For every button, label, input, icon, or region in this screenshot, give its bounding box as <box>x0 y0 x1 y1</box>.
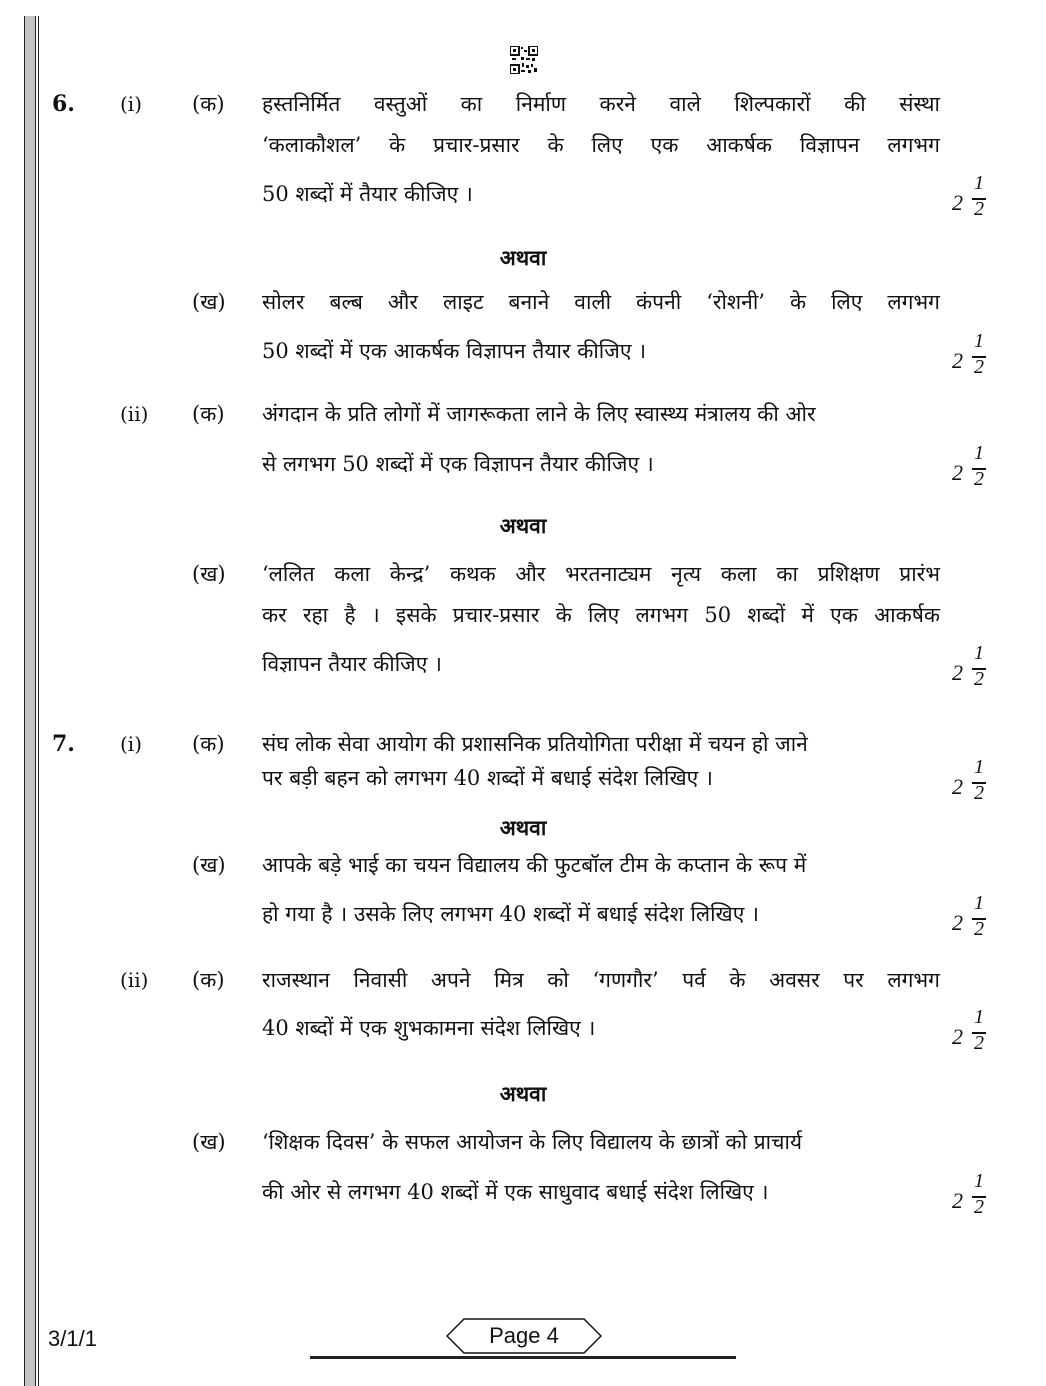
question-text-line: ‘ललित कला केन्द्र’ कथक और भरतनाट्यम नृत्य कला का प्रशिक्षण प्रारंभ <box>262 562 940 586</box>
marks: 2 1 2 <box>952 892 984 940</box>
option-label: (ख) <box>192 1130 226 1154</box>
marks: 2 1 2 <box>952 756 984 804</box>
question-text-line: अंगदान के प्रति लोगों में जागरूकता लाने के लिए स्वास्थ्य मंत्रालय की ओर <box>262 402 816 426</box>
question-number: 7. <box>52 731 75 757</box>
or-divider: अथवा <box>499 1081 547 1106</box>
footer-rule <box>310 1356 736 1359</box>
question-text-line: की ओर से लगभग 40 शब्दों में एक साधुवाद बधाई संदेश लिखिए । <box>262 1180 769 1204</box>
paper-code: 3/1/1 <box>48 1326 97 1351</box>
or-divider: अथवा <box>499 513 547 538</box>
subpart-label: (i) <box>120 92 143 116</box>
question-text-line: ‘शिक्षक दिवस’ के सफल आयोजन के लिए विद्यालय के छात्रों को प्राचार्य <box>262 1130 803 1154</box>
marks: 2 1 2 <box>952 1170 984 1218</box>
left-margin-line <box>38 16 39 1386</box>
option-label: (क) <box>192 402 225 426</box>
question-text-line: 50 शब्दों में एक आकर्षक विज्ञापन तैयार कीजिए । <box>262 339 647 363</box>
question-text-line: हो गया है । उसके लिए लगभग 40 शब्दों में बधाई संदेश लिखिए । <box>262 902 759 926</box>
left-margin-bar <box>24 16 36 1386</box>
marks: 2 1 2 <box>952 1006 984 1054</box>
or-divider: अथवा <box>499 245 547 270</box>
question-text-line: 50 शब्दों में तैयार कीजिए । <box>262 182 473 206</box>
option-label: (क) <box>192 968 225 992</box>
question-text-line: हस्तनिर्मित वस्तुओं का निर्माण करने वाले शिल्पकारों की संस्था <box>262 92 940 116</box>
marks: 2 1 2 <box>952 642 984 690</box>
question-text-line: ‘कलाकौशल’ के प्रचार-प्रसार के लिए एक आकर्षक विज्ञापन लगभग <box>262 133 940 157</box>
marks: 2 1 2 <box>952 172 984 220</box>
question-text-line: संघ लोक सेवा आयोग की प्रशासनिक प्रतियोगिता परीक्षा में चयन हो जाने <box>262 732 808 756</box>
question-text-line: आपके बड़े भाई का चयन विद्यालय की फुटबॉल टीम के कप्तान के रूप में <box>262 853 807 877</box>
question-text-line: 40 शब्दों में एक शुभकामना संदेश लिखिए । <box>262 1016 596 1040</box>
subpart-label: (ii) <box>120 968 149 992</box>
question-text-line: सोलर बल्ब और लाइट बनाने वाली कंपनी ‘रोशनी’ के लिए लगभग <box>262 290 940 314</box>
option-label: (क) <box>192 732 225 756</box>
option-label: (ख) <box>192 290 226 314</box>
page-label: Page 4 <box>489 1323 559 1348</box>
question-text-line: राजस्थान निवासी अपने मित्र को ‘गणगौर’ पर्व के अवसर पर लगभग <box>262 968 940 992</box>
subpart-label: (ii) <box>120 402 149 426</box>
qr-code-icon <box>510 46 538 74</box>
marks: 2 1 2 <box>952 330 984 378</box>
option-label: (क) <box>192 92 225 116</box>
question-text-line: से लगभग 50 शब्दों में एक विज्ञापन तैयार कीजिए । <box>262 452 654 476</box>
page-number-badge <box>446 1318 602 1354</box>
option-label: (ख) <box>192 853 226 877</box>
question-text-line: विज्ञापन तैयार कीजिए । <box>262 652 442 676</box>
option-label: (ख) <box>192 562 226 586</box>
subpart-label: (i) <box>120 732 143 756</box>
question-text-line: पर बड़ी बहन को लगभग 40 शब्दों में बधाई संदेश लिखिए । <box>262 766 713 790</box>
question-text-line: कर रहा है । इसके प्रचार-प्रसार के लिए लगभग 50 शब्दों में एक आकर्षक <box>262 603 940 627</box>
marks: 2 1 2 <box>952 442 984 490</box>
question-number: 6. <box>52 91 75 117</box>
or-divider: अथवा <box>499 815 547 840</box>
